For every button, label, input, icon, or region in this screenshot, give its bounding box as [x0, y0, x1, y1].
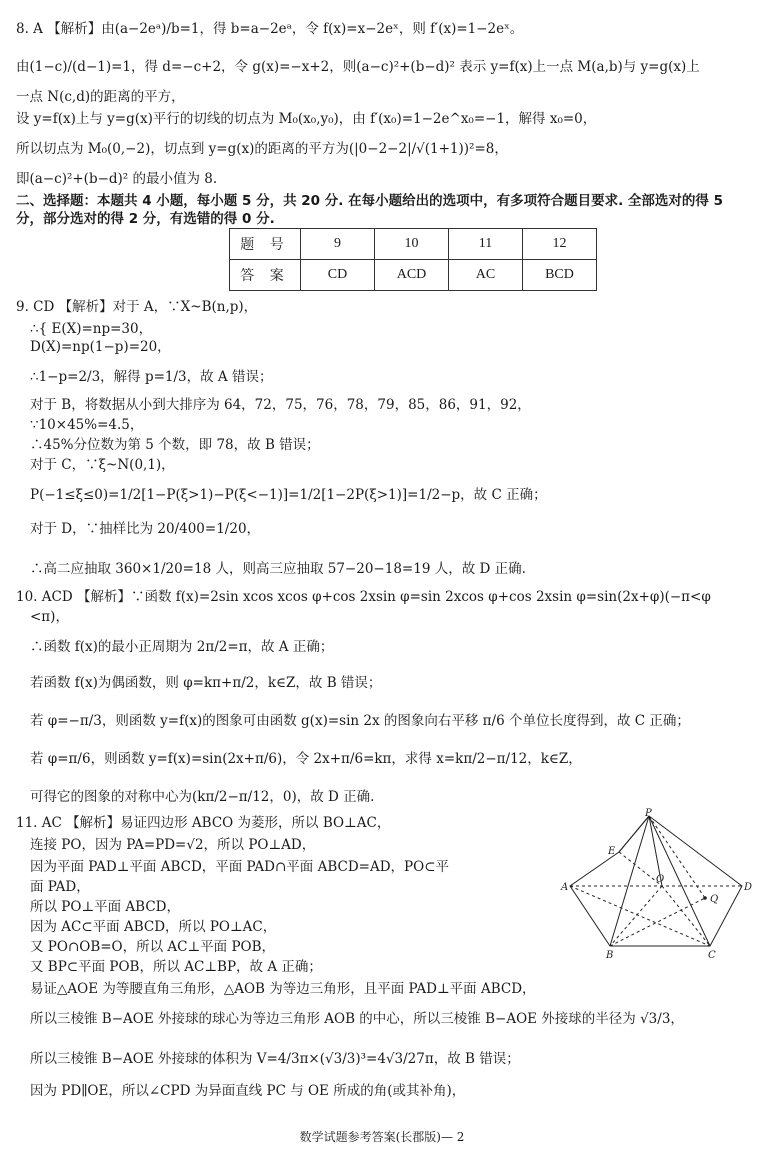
- table-header-cell: 题 号: [230, 229, 301, 260]
- solution-9-line: 对于 B，将数据从小到大排序为 64，72，75，76，78，79，85，86，91，92，: [30, 397, 531, 413]
- pyramid-figure: [560, 808, 753, 961]
- label-q: Q: [710, 894, 719, 905]
- question-number-cell: 10: [375, 229, 449, 260]
- solution-11-line: 所以三棱锥 B−AOE 外接球的球心为等边三角形 AOB 的中心，所以三棱锥 B−AOE 外接球的半径为 √3/3，: [30, 1011, 684, 1027]
- solution-8-line: 一点 N(c,d)的距离的平方，: [16, 89, 185, 105]
- edge-pb: [610, 816, 649, 946]
- solution-11-line: 又 PO∩OB=O，所以 AC⊥平面 POB，: [30, 939, 276, 955]
- label-d: D: [744, 882, 753, 893]
- edge-bq: [610, 898, 705, 946]
- solution-10-line: 若 φ=−π/3，则函数 y=f(x)的图象可由函数 g(x)=sin 2x 的图象向右平移 π/6 个单位长度得到，故 C 正确；: [30, 713, 690, 729]
- label-o: O: [656, 874, 665, 885]
- solution-9-line: ∴45%分位数为第 5 个数，即 78，故 B 错误；: [30, 437, 320, 453]
- page-footer: 数学试题参考答案(长郡版)— 2: [299, 1130, 465, 1144]
- solution-11-line: 所以 PO⊥平面 ABCD，: [30, 899, 181, 915]
- solution-11-line: 连接 PO，因为 PA=PD=√2，所以 PO⊥AD，: [30, 837, 316, 853]
- label-p: P: [645, 808, 652, 819]
- solution-11-line: 因为 AC⊂平面 ABCD，所以 PO⊥AC，: [30, 919, 277, 935]
- label-c: C: [708, 950, 716, 961]
- solution-11-line: 易证△AOE 为等腰直角三角形，△AOB 为等边三角形，且平面 PAD⊥平面 ABCD，: [30, 981, 536, 997]
- edge-ep: [619, 816, 649, 852]
- solution-11-line: 11. AC 【解析】易证四边形 ABCO 为菱形，所以 BO⊥AC，: [16, 815, 391, 831]
- answer-table: [229, 228, 597, 291]
- question-number-cell: 9: [301, 229, 375, 260]
- solution-11-line: 因为平面 PAD⊥平面 ABCD，平面 PAD∩平面 ABCD=AD，PO⊂平: [30, 859, 450, 875]
- solution-9-line: 对于 D，∵抽样比为 20/400=1/20，: [30, 521, 261, 537]
- question-number-cell: 12: [523, 229, 597, 260]
- table-row: [230, 229, 597, 260]
- solution-9-line: ∴{ E(X)=np=30，: [30, 321, 153, 337]
- solution-11-line: 因为 PD∥OE，所以∠CPD 为异面直线 PC 与 OE 所成的角(或其补角)，: [30, 1083, 466, 1099]
- solution-10-line: 若函数 f(x)为偶函数，则 φ=kπ+π/2，k∈Z，故 B 错误；: [30, 675, 382, 691]
- solution-11-line: 又 BP⊂平面 POB，所以 AC⊥BP，故 A 正确；: [30, 959, 322, 975]
- solution-9-line: 9. CD 【解析】对于 A，∵X~B(n,p)，: [16, 299, 258, 315]
- solution-10-line: 10. ACD 【解析】∵函数 f(x)=2sin xcos xcos φ+cos 2xsin φ=sin 2xcos φ+cos 2xsin φ=sin(2x+φ)(−π<φ: [16, 589, 711, 605]
- question-number-cell: 11: [449, 229, 523, 260]
- answer-cell: AC: [449, 260, 523, 291]
- solution-8-line: 设 y=f(x)上与 y=g(x)平行的切线的切点为 M₀(x₀,y₀)，由 f′(x₀)=1−2e^x₀=−1，解得 x₀=0，: [16, 111, 597, 127]
- solution-9-line: ∵10×45%=4.5，: [30, 417, 144, 433]
- solution-11-line: 面 PAD，: [30, 879, 90, 895]
- solution-10-line: 若 φ=π/6，则函数 y=f(x)=sin(2x+π/6)，令 2x+π/6=kπ，求得 x=kπ/2−π/12，k∈Z，: [30, 751, 582, 767]
- solution-11-line: 所以三棱锥 B−AOE 外接球的体积为 V=4/3π×(√3/3)³=4√3/27π，故 B 错误；: [30, 1051, 520, 1067]
- label-e: E: [608, 846, 616, 857]
- answer-cell: BCD: [523, 260, 597, 291]
- edge-pq: [649, 816, 705, 898]
- solution-8-line: 即(a−c)²+(b−d)² 的最小值为 8.: [16, 171, 218, 187]
- answer-cell: CD: [301, 260, 375, 291]
- section-heading: 分，部分选对的得 2 分，有选错的得 0 分.: [16, 211, 275, 227]
- section-heading: 二、选择题：本题共 4 小题，每小题 5 分，共 20 分. 在每小题给出的选项中，有多项符合题目要求. 全部选对的得 5: [16, 193, 724, 209]
- edge-ac: [570, 886, 710, 946]
- solution-9-line: ∴高二应抽取 360×1/20=18 人，则高三应抽取 57−20−18=19 人，故 D 正确.: [30, 561, 526, 577]
- solution-9-line: 对于 C，∵ξ~N(0,1)，: [30, 457, 175, 473]
- answer-cell: ACD: [375, 260, 449, 291]
- solution-8-line: 所以切点为 M₀(0,−2)，切点到 y=g(x)的距离的平方为(|0−2−2|/√(1+1))²=8，: [16, 141, 508, 157]
- solution-10-line: ∴函数 f(x)的最小正周期为 2π/2=π，故 A 正确；: [30, 639, 334, 655]
- edge-ob: [610, 886, 662, 946]
- solution-8-line: 8. A 【解析】由(a−2eᵃ)/b=1，得 b=a−2eᵃ，令 f(x)=x−2eˣ，则 f′(x)=1−2eˣ。: [16, 21, 524, 37]
- solution-10-line: <π)，: [30, 609, 69, 625]
- solution-8-line: 由(1−c)/(d−1)=1，得 d=−c+2，令 g(x)=−x+2，则(a−c)²+(b−d)² 表示 y=f(x)上一点 M(a,b)与 y=g(x)上: [16, 59, 700, 75]
- solution-10-line: 可得它的图象的对称中心为(kπ/2−π/12，0)，故 D 正确.: [30, 789, 375, 805]
- label-a: A: [561, 882, 569, 893]
- solution-9-line: ∴1−p=2/3，解得 p=1/3，故 A 错误；: [30, 369, 273, 385]
- table-header-cell: 答 案: [230, 260, 301, 291]
- solution-9-line: P(−1≤ξ≤0)=1/2[1−P(ξ>1)−P(ξ<−1)]=1/2[1−2P(ξ>1)]=1/2−p，故 C 正确；: [30, 487, 547, 503]
- point-q-dot: [703, 896, 707, 900]
- table-row: [230, 260, 597, 291]
- solution-9-line: D(X)=np(1−p)=20，: [30, 339, 171, 355]
- label-b: B: [606, 950, 614, 961]
